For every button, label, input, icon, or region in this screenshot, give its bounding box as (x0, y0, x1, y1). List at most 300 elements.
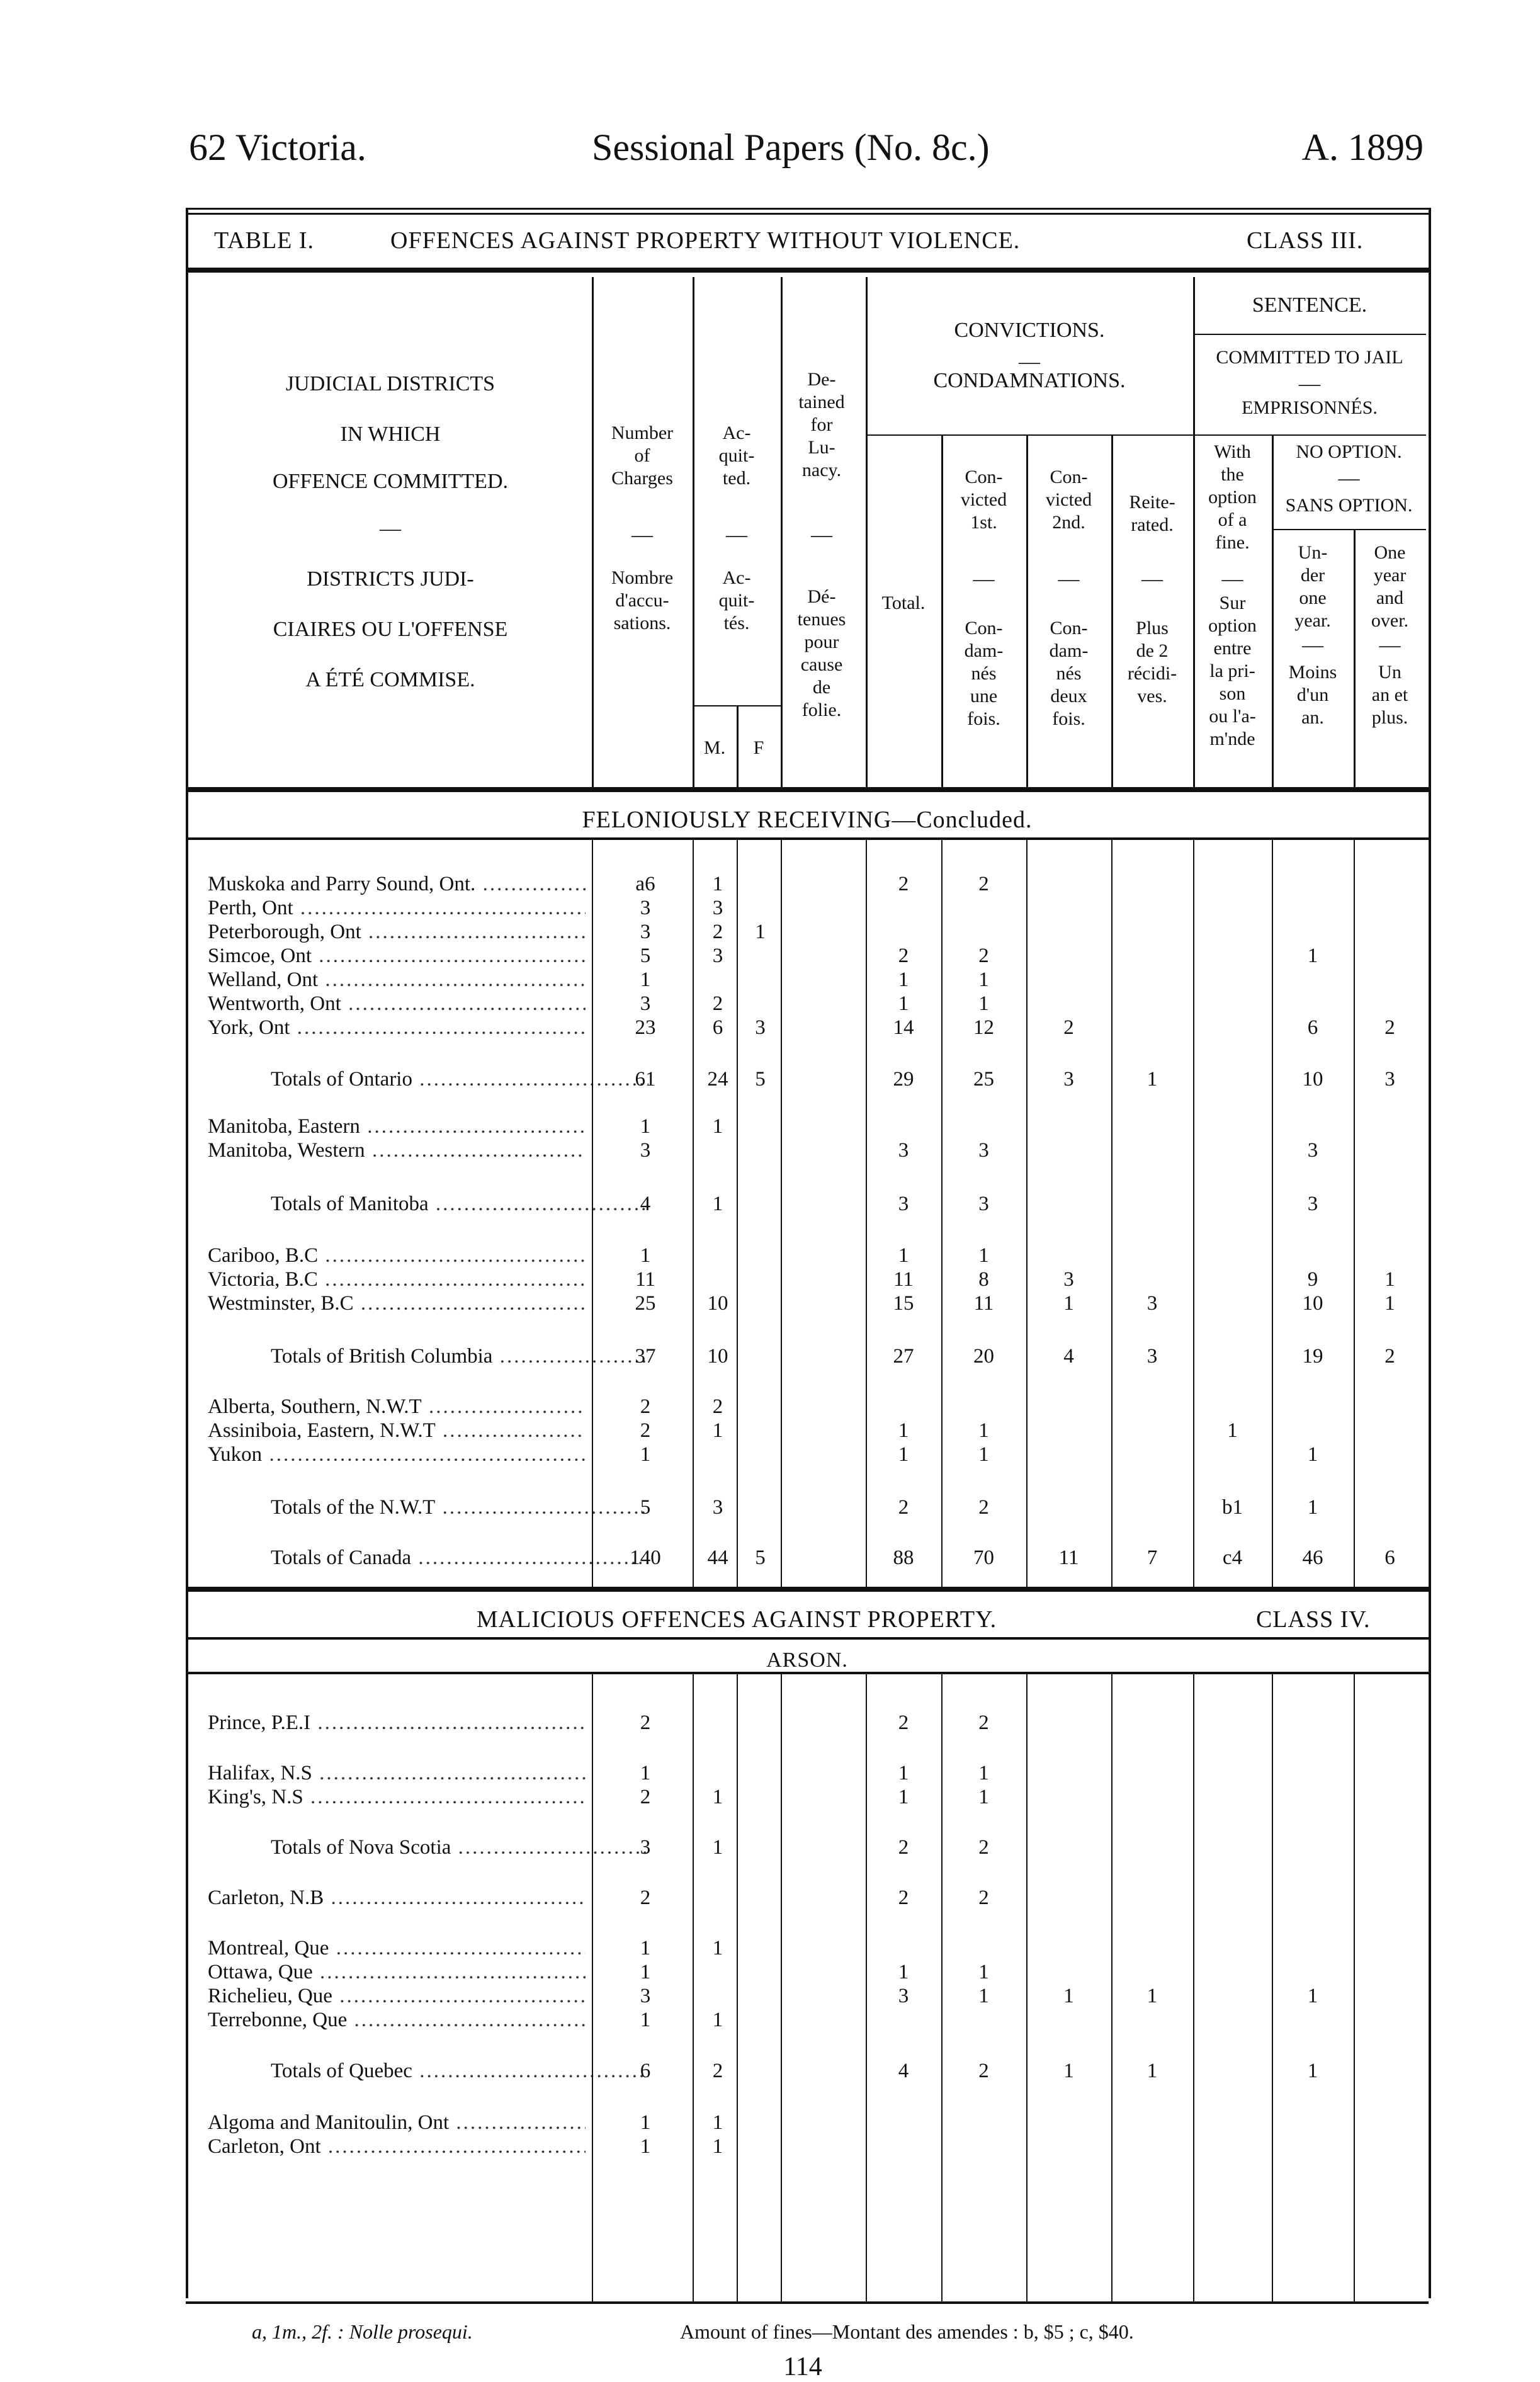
body-vline (592, 840, 593, 1587)
header-year: A. 1899 (1301, 127, 1424, 168)
district-name: Perth, Ont ..... (208, 896, 586, 920)
table-number: TABLE I. (214, 227, 315, 254)
under-year-header-en: Un- der one year. (1294, 542, 1331, 631)
cell-charges: 1 (640, 1937, 651, 1959)
cell-acq-m: 1 (712, 873, 723, 895)
cell-total: 3 (898, 1193, 909, 1215)
cell-reit: 7 (1147, 1546, 1158, 1569)
cell-charges: 1 (640, 1244, 651, 1267)
cell-c1: 11 (973, 1292, 994, 1315)
cell-c1: 2 (978, 1711, 989, 1734)
acquitted-mf-vline (737, 705, 739, 787)
cell-over: 2 (1384, 1016, 1395, 1039)
district-name: Assiniboia, Eastern, N.W.T ..... (208, 1419, 586, 1443)
cell-acq-f: 5 (755, 1068, 766, 1091)
cell-charges: 3 (640, 921, 651, 943)
cell-charges: 1 (640, 2111, 651, 2134)
cell-total: 4 (898, 2060, 909, 2082)
footnote-nolle: a, 1m., 2f. : Nolle prosequi. (252, 2320, 473, 2343)
cell-charges: 5 (640, 1496, 651, 1519)
cell-under: 10 (1302, 1292, 1323, 1315)
district-name: Totals of British Columbia ..... (271, 1344, 648, 1368)
cell-charges: 1 (640, 2135, 651, 2158)
district-header-en-1: JUDICIAL DISTRICTS (285, 372, 495, 395)
table-row (208, 968, 1426, 992)
cell-under: 10 (1302, 1068, 1323, 1091)
table-row (208, 1711, 1426, 1735)
header-vline-0 (592, 277, 594, 787)
cell-charges: 6 (640, 2060, 651, 2082)
cell-c2: 4 (1063, 1345, 1074, 1368)
cell-over: 2 (1384, 1345, 1395, 1368)
district-name: Victoria, B.C ..... (208, 1268, 586, 1291)
body-vline (941, 840, 943, 1587)
cell-acq-m: 3 (712, 897, 723, 919)
cell-acq-f: 3 (755, 1016, 766, 1039)
cell-c1: 3 (978, 1139, 989, 1162)
cell-c1: 2 (978, 2060, 989, 2082)
cell-reit: 1 (1147, 1985, 1158, 2007)
section1-title: FELONIOUSLY RECEIVING—Concluded. (582, 807, 1033, 833)
cell-total: 11 (893, 1268, 914, 1291)
cell-acq-m: 1 (712, 1115, 723, 1138)
district-name: Totals of Nova Scotia ..... (271, 1835, 648, 1859)
top-rule-2 (186, 213, 1429, 215)
cell-charges: 2 (640, 1711, 651, 1734)
cell-under: 1 (1307, 1496, 1318, 1519)
cell-with-opt: 1 (1227, 1419, 1238, 1442)
table-row (208, 992, 1426, 1016)
cell-c1: 8 (978, 1268, 989, 1291)
cell-total: 2 (898, 944, 909, 967)
cell-over: 3 (1384, 1068, 1395, 1091)
table-row (208, 1419, 1426, 1443)
body-vline (693, 840, 694, 1587)
cell-total: 14 (893, 1016, 914, 1039)
section2-rule (186, 1637, 1429, 1640)
conviction-vline-1 (1026, 434, 1028, 787)
cell-c1: 25 (973, 1068, 994, 1091)
cell-charges: 2 (640, 1886, 651, 1909)
cell-charges: 3 (640, 1836, 651, 1859)
cell-reit: 3 (1147, 1345, 1158, 1368)
district-name: King's, N.S ..... (208, 1785, 586, 1809)
district-name: Halifax, N.S ..... (208, 1761, 586, 1785)
header-vline-2 (781, 277, 783, 787)
reiterated-header-fr: Plus de 2 récidi- ves. (1127, 618, 1177, 706)
cell-total: 15 (893, 1292, 914, 1315)
cell-charges: 37 (635, 1345, 656, 1368)
charges-header-dash: — (631, 523, 653, 547)
body-vline (1111, 840, 1113, 1587)
header-vline-3 (866, 277, 868, 787)
body-vline (1026, 1674, 1028, 2301)
cell-c2: 1 (1063, 1292, 1074, 1315)
totals-row (208, 1835, 1426, 1859)
district-name: Manitoba, Western ..... (208, 1138, 586, 1162)
body-vline (1026, 840, 1028, 1587)
table-row (208, 1984, 1426, 2008)
district-name: Carleton, N.B ..... (208, 1886, 586, 1910)
header-vline-1 (693, 277, 694, 787)
cell-total: 29 (893, 1068, 914, 1091)
cell-acq-m: 1 (712, 1836, 723, 1859)
cell-charges: 2 (640, 1395, 651, 1418)
cell-over: 1 (1384, 1268, 1395, 1291)
acquitted-header-en: Ac- quit- ted. (718, 423, 755, 489)
cell-total: 2 (898, 1496, 909, 1519)
total-header: Total. (881, 593, 926, 613)
body-vline (1272, 840, 1273, 1587)
cell-over: 6 (1384, 1546, 1395, 1569)
body-vline (781, 1674, 782, 2301)
table-row (208, 920, 1426, 944)
charges-header-fr: Nombre d'accu- sations. (611, 567, 674, 633)
district-name: Peterborough, Ont ..... (208, 920, 586, 944)
cell-total: 1 (898, 1762, 909, 1784)
cell-charges: 4 (640, 1193, 651, 1215)
reiterated-header-en: Reite- rated. (1129, 492, 1175, 535)
cell-c1: 1 (978, 1419, 989, 1442)
table-row (208, 1886, 1426, 1910)
detained-header-en: De- tained for Lu- nacy. (798, 369, 845, 480)
district-name: Prince, P.E.I ..... (208, 1711, 586, 1735)
table-row (208, 1138, 1426, 1162)
district-name: Richelieu, Que ..... (208, 1984, 586, 2008)
cell-c1: 3 (978, 1193, 989, 1215)
district-name: Simcoe, Ont ..... (208, 944, 586, 968)
cell-c2: 1 (1063, 1985, 1074, 2007)
header-vline-4 (1193, 277, 1195, 787)
cell-acq-m: 6 (712, 1016, 723, 1039)
acquitted-header-dash: — (726, 523, 747, 547)
convictions-header-dash: — (1019, 350, 1040, 373)
cell-acq-m: 10 (707, 1292, 728, 1315)
table-row (208, 1936, 1426, 1960)
district-name: Totals of the N.W.T ..... (271, 1495, 648, 1519)
district-name: Totals of Quebec ..... (271, 2059, 648, 2083)
convicted1-header-dash: — (973, 567, 995, 591)
cell-reit: 3 (1147, 1292, 1158, 1315)
cell-c1: 20 (973, 1345, 994, 1368)
sentence-vline-2 (1354, 529, 1356, 787)
district-name: Montreal, Que ..... (208, 1936, 586, 1960)
title-rule (186, 268, 1429, 273)
with-option-header-fr: Sur option entre la pri- son ou l'a- m'nde (1208, 593, 1257, 749)
under-year-header-dash: — (1302, 633, 1323, 657)
convictions-header-en: CONVICTIONS. (954, 319, 1105, 342)
table-row (208, 872, 1426, 896)
table-row (208, 1960, 1426, 1984)
cell-reit: 1 (1147, 2060, 1158, 2082)
cell-acq-m: 44 (707, 1546, 728, 1569)
cell-charges: 2 (640, 1786, 651, 1808)
cell-charges: 3 (640, 992, 651, 1015)
convicted1-header-en: Con- victed 1st. (960, 467, 1007, 533)
acquitted-male-header: M. (703, 737, 726, 758)
table-row (208, 1291, 1426, 1315)
cell-acq-m: 2 (712, 1395, 723, 1418)
body-vline (1193, 840, 1194, 1587)
body-vline (737, 1674, 738, 2301)
cell-c1: 2 (978, 873, 989, 895)
district-name: Manitoba, Eastern ..... (208, 1114, 586, 1138)
cell-under: 1 (1307, 944, 1318, 967)
cell-charges: 2 (640, 1419, 651, 1442)
body-vline (866, 840, 867, 1587)
cell-charges: 23 (635, 1016, 656, 1039)
cell-acq-m: 2 (712, 921, 723, 943)
cell-acq-m: 2 (712, 2060, 723, 2082)
cell-charges: 1 (640, 1762, 651, 1784)
committed-header-dash: — (1299, 372, 1320, 395)
cell-acq-m: 3 (712, 1496, 723, 1519)
district-name: Welland, Ont ..... (208, 968, 586, 992)
cell-under: 46 (1302, 1546, 1323, 1569)
cell-over: 1 (1384, 1292, 1395, 1315)
cell-c1: 70 (973, 1546, 994, 1569)
district-name: Alberta, Southern, N.W.T ..... (208, 1395, 586, 1419)
district-name: Muskoka and Parry Sound, Ont. ..... (208, 872, 586, 896)
cell-acq-m: 2 (712, 992, 723, 1015)
cell-charges: 3 (640, 1139, 651, 1162)
no-option-header-en: NO OPTION. (1296, 441, 1402, 462)
with-option-header-en: With the option of a fine. (1208, 441, 1257, 553)
body-vline (1272, 1674, 1273, 2301)
charges-header-en: Number of Charges (611, 423, 674, 489)
district-name: Terrebonne, Que ..... (208, 2008, 586, 2032)
table-row (208, 896, 1426, 920)
table-class: CLASS III. (1247, 227, 1364, 254)
cell-charges: 1 (640, 968, 651, 991)
cell-total: 2 (898, 1836, 909, 1859)
table-row (208, 2135, 1426, 2158)
district-name: Westminster, B.C ..... (208, 1291, 586, 1315)
cell-total: 1 (898, 1419, 909, 1442)
cell-reit: 1 (1147, 1068, 1158, 1091)
convicted2-header-fr: Con- dam- nés deux fois. (1049, 618, 1089, 729)
committed-header-en: COMMITTED TO JAIL (1216, 347, 1403, 368)
cell-acq-m: 1 (712, 2135, 723, 2158)
cell-c1: 1 (978, 1762, 989, 1784)
section2-class: CLASS IV. (1256, 1606, 1371, 1633)
district-name: Wentworth, Ont ..... (208, 992, 586, 1016)
cell-total: 2 (898, 873, 909, 895)
section2-title: MALICIOUS OFFENCES AGAINST PROPERTY. (476, 1606, 997, 1633)
table-row (208, 1244, 1426, 1268)
body-vline (592, 1674, 593, 2301)
cell-c1: 2 (978, 944, 989, 967)
table-row (208, 944, 1426, 968)
no-option-header-dash: — (1338, 467, 1360, 490)
cell-total: 3 (898, 1985, 909, 2007)
cell-under: 19 (1302, 1345, 1323, 1368)
district-name: Totals of Canada ..... (271, 1546, 648, 1570)
totals-row (208, 1344, 1426, 1368)
footnote-fines: Amount of fines—Montant des amendes : b, $5 ; c, $40. (680, 2320, 1134, 2343)
cell-charges: 1 (640, 1961, 651, 1983)
district-name: Totals of Manitoba ..... (271, 1192, 648, 1216)
under-year-header-fr: Moins d'un an. (1288, 662, 1337, 728)
cell-c1: 2 (978, 1836, 989, 1859)
body-vline (693, 1674, 694, 2301)
running-header (189, 126, 1424, 183)
district-name: Cariboo, B.C ..... (208, 1244, 586, 1268)
cell-with-opt: b1 (1222, 1496, 1243, 1519)
cell-under: 9 (1307, 1268, 1318, 1291)
header-volume: 62 Victoria. (189, 127, 366, 168)
header-bottom-rule (186, 787, 1429, 792)
district-header-fr-1: DISTRICTS JUDI- (307, 567, 474, 591)
cell-total: 88 (893, 1546, 914, 1569)
table-row (208, 2008, 1426, 2032)
cell-c1: 2 (978, 1886, 989, 1909)
detained-header-fr: Dé- tenues pour cause de folie. (797, 586, 846, 720)
conviction-vline-0 (941, 434, 943, 787)
cell-c1: 1 (978, 968, 989, 991)
cell-c2: 3 (1063, 1268, 1074, 1291)
cell-acq-f: 5 (755, 1546, 766, 1569)
body-vline (866, 1674, 867, 2301)
cell-acq-m: 1 (712, 1937, 723, 1959)
cell-c2: 2 (1063, 1016, 1074, 1039)
cell-c1: 12 (973, 1016, 994, 1039)
no-option-hline (1272, 529, 1426, 530)
section1-rule (186, 837, 1429, 840)
acquitted-header-fr: Ac- quit- tés. (718, 567, 755, 633)
table-row (208, 1785, 1426, 1809)
convicted2-header-dash: — (1058, 567, 1080, 591)
cell-total: 3 (898, 1139, 909, 1162)
cell-acq-f: 1 (755, 921, 766, 943)
top-rule (186, 208, 1429, 210)
cell-c2: 11 (1058, 1546, 1079, 1569)
committed-header-fr: EMPRISONNÉS. (1242, 397, 1378, 418)
cell-under: 1 (1307, 2060, 1318, 2082)
table-row (208, 1016, 1426, 1040)
cell-total: 1 (898, 968, 909, 991)
acquitted-female-header: F (753, 737, 764, 758)
cell-acq-m: 1 (712, 1786, 723, 1808)
cell-acq-m: 1 (712, 1193, 723, 1215)
cell-total: 1 (898, 1244, 909, 1267)
body-vline (737, 840, 738, 1587)
conviction-hline (866, 434, 1193, 436)
cell-c2: 3 (1063, 1068, 1074, 1091)
cell-total: 2 (898, 1711, 909, 1734)
cell-with-opt: c4 (1222, 1546, 1243, 1569)
reiterated-header-dash: — (1141, 567, 1163, 591)
section2-top-rule (186, 1587, 1429, 1592)
cell-charges: 11 (635, 1268, 655, 1291)
district-header-dash: — (380, 517, 401, 540)
page-number: 114 (783, 2352, 822, 2381)
totals-row (208, 1067, 1426, 1091)
cell-acq-m: 3 (712, 944, 723, 967)
table-row (208, 1114, 1426, 1138)
conviction-vline-2 (1111, 434, 1113, 787)
district-header-fr-3: A ÉTÉ COMMISE. (305, 668, 475, 691)
body-vline (941, 1674, 943, 2301)
cell-charges: 3 (640, 897, 651, 919)
totals-row (208, 1495, 1426, 1519)
body-vline (1193, 1674, 1194, 2301)
cell-total: 1 (898, 1786, 909, 1808)
one-year-header-fr: Un an et plus. (1371, 662, 1408, 728)
cell-c1: 1 (978, 1985, 989, 2007)
district-header-en-2: IN WHICH (340, 423, 441, 446)
cell-acq-m: 1 (712, 2009, 723, 2031)
table-row (208, 1761, 1426, 1785)
district-name: York, Ont ..... (208, 1016, 586, 1040)
sentence-hline (1193, 334, 1426, 335)
totals-row (208, 2059, 1426, 2083)
cell-acq-m: 10 (707, 1345, 728, 1368)
cell-under: 3 (1307, 1139, 1318, 1162)
table-row (208, 1443, 1426, 1466)
district-name: Carleton, Ont ..... (208, 2135, 586, 2158)
sentence-header: SENTENCE. (1252, 293, 1367, 317)
cell-charges: 140 (630, 1546, 661, 1569)
body-vline (1354, 1674, 1355, 2301)
cell-charges: 61 (635, 1068, 656, 1091)
table-row (208, 2111, 1426, 2135)
cell-total: 1 (898, 1443, 909, 1466)
cell-charges: 5 (640, 944, 651, 967)
district-header-fr-2: CIAIRES OU L'OFFENSE (273, 618, 508, 641)
body-vline (1111, 1674, 1113, 2301)
district-name: Ottawa, Que ..... (208, 1960, 586, 1984)
cell-c1: 1 (978, 992, 989, 1015)
cell-total: 1 (898, 1961, 909, 1983)
cell-under: 6 (1307, 1016, 1318, 1039)
one-year-header-dash: — (1379, 633, 1401, 657)
totals-row (208, 1546, 1426, 1570)
committed-hline (1193, 434, 1426, 436)
acquitted-mf-hline (693, 705, 781, 706)
cell-charges: 1 (640, 1443, 651, 1466)
table-subject: OFFENCES AGAINST PROPERTY WITHOUT VIOLENCE. (390, 227, 1021, 254)
cell-under: 1 (1307, 1443, 1318, 1466)
cell-acq-m: 1 (712, 2111, 723, 2134)
cell-total: 2 (898, 1886, 909, 1909)
bottom-rule (186, 2301, 1429, 2304)
body-vline (1354, 840, 1355, 1587)
cell-c1: 1 (978, 1786, 989, 1808)
cell-charges: 1 (640, 1115, 651, 1138)
cell-under: 1 (1307, 1985, 1318, 2007)
cell-acq-m: 1 (712, 1419, 723, 1442)
district-header-en-3: OFFENCE COMMITTED. (272, 470, 509, 493)
cell-charges: 3 (640, 1985, 651, 2007)
no-option-header-fr: SANS OPTION. (1285, 495, 1413, 516)
arson-title: ARSON. (766, 1648, 848, 1672)
cell-acq-m: 24 (707, 1068, 728, 1091)
cell-total: 1 (898, 992, 909, 1015)
convicted2-header-en: Con- victed 2nd. (1045, 467, 1092, 533)
body-vline (781, 840, 782, 1587)
cell-c1: 1 (978, 1443, 989, 1466)
convicted1-header-fr: Con- dam- nés une fois. (964, 618, 1004, 729)
sentence-vline-1 (1272, 434, 1274, 787)
cell-c1: 1 (978, 1961, 989, 1983)
cell-under: 3 (1307, 1193, 1318, 1215)
cell-charges: 1 (640, 2009, 651, 2031)
cell-total: 27 (893, 1345, 914, 1368)
cell-c1: 1 (978, 1244, 989, 1267)
district-name: Yukon ..... (208, 1443, 586, 1466)
totals-row (208, 1192, 1426, 1216)
